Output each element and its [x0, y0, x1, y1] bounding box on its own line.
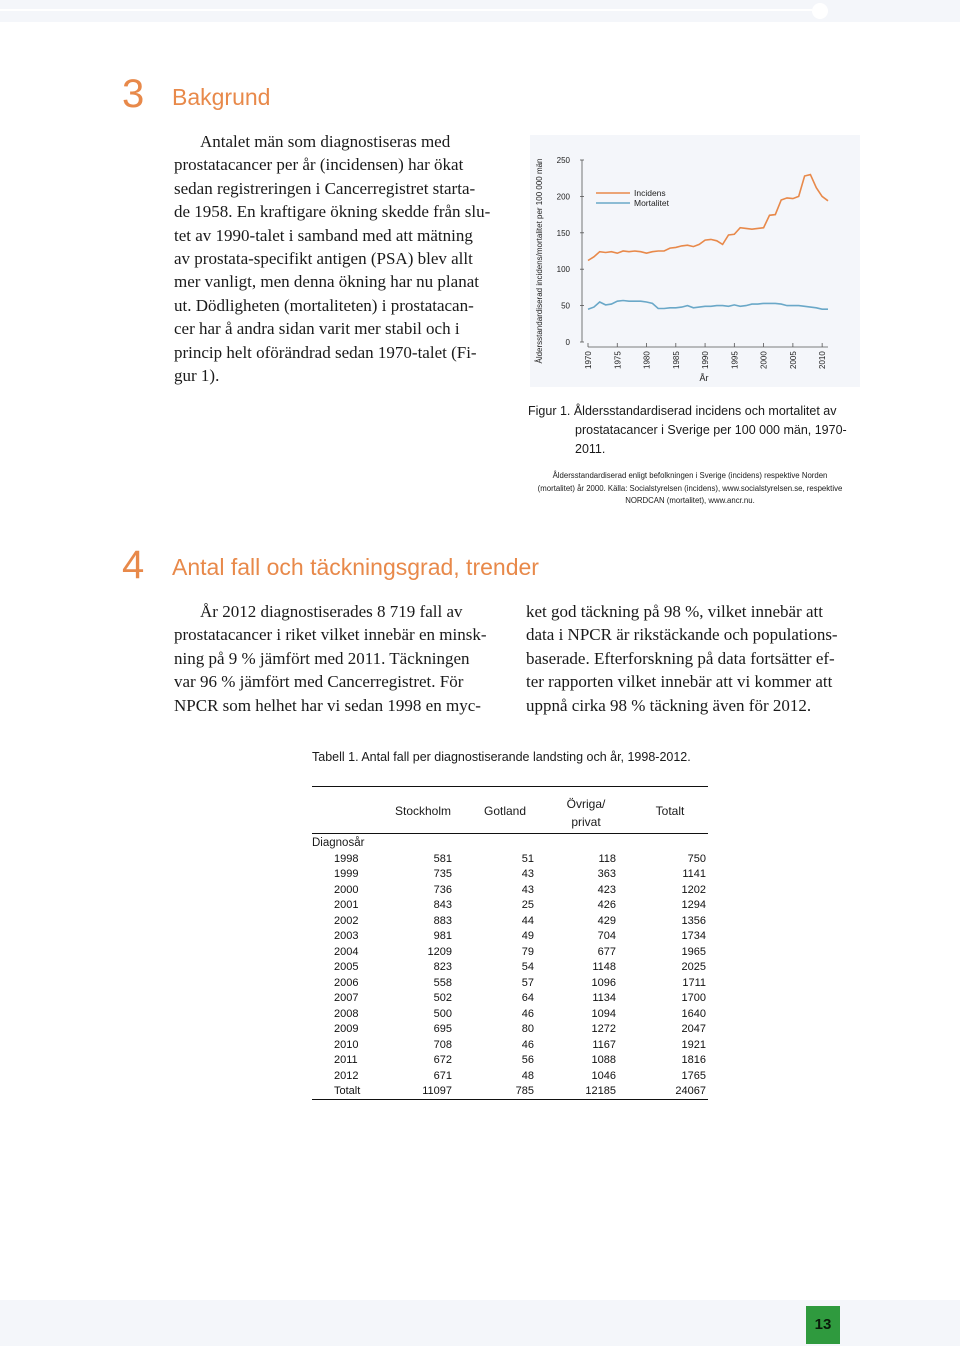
cell-value: 24067	[675, 1085, 706, 1098]
section-3-title: Bakgrund	[172, 84, 271, 110]
table-body	[312, 851, 708, 1099]
cell-value: 581	[433, 852, 452, 865]
cell-year: 2007	[334, 992, 359, 1005]
x-tick-label: 2005	[788, 351, 798, 369]
cell-value: 708	[433, 1038, 452, 1051]
cell-value: 1294	[681, 899, 706, 912]
note-line: NORDCAN (mortalitet), www.ancr.nu.	[625, 496, 755, 505]
legend-label: Mortalitet	[634, 198, 669, 208]
cell-year: 2009	[334, 1023, 359, 1036]
cell-value: 502	[433, 992, 452, 1005]
text-line: ning på 9 % jämfört med 2011. Täckningen	[174, 648, 470, 668]
figure-source-note	[522, 470, 858, 508]
x-axis-label: År	[699, 373, 709, 383]
y-tick-label: 150	[556, 228, 570, 238]
y-tick-label: 100	[556, 265, 570, 275]
table-row	[312, 898, 708, 914]
text-line: var 96 % jämfört med Cancerregistret. För	[174, 672, 464, 692]
text-line: mer vanligt, men denna ökning har nu planat	[174, 272, 479, 292]
cell-value: 1711	[682, 976, 706, 989]
incidence-mortality-chart	[530, 135, 860, 387]
note-line: Åldersstandardiserad enligt befolkningen i Sverige (incidens) respektive Norden	[552, 471, 828, 480]
cell-value: 1088	[591, 1054, 616, 1067]
table-caption: Tabell 1. Antal fall per diagnostiserande landsting och år, 1998-2012.	[312, 750, 691, 764]
mortality-line	[588, 301, 828, 310]
cell-value: 1272	[591, 1023, 616, 1036]
cell-value: 843	[433, 899, 452, 912]
text-line: ket god täckning på 98 %, vilket innebär att	[526, 602, 823, 621]
cell-value: 823	[433, 961, 452, 974]
cell-value: 558	[433, 976, 452, 989]
col-header-line: Övriga/	[566, 797, 606, 811]
cell-value: 1094	[591, 1007, 616, 1020]
data-table	[312, 786, 708, 1100]
row-group-label: Diagnosår	[312, 837, 365, 849]
cell-year: 2002	[334, 914, 359, 927]
table-row	[312, 851, 708, 867]
y-tick-label: 50	[561, 301, 570, 311]
cell-value: 677	[597, 945, 616, 958]
table-row	[312, 1022, 708, 1038]
cell-value: 735	[433, 868, 452, 881]
cell-value: 1167	[592, 1038, 616, 1051]
y-axis-label: Åldersstandardiserad incidens/mortalitet per 100 000 män	[535, 158, 544, 364]
table-row	[312, 913, 708, 929]
table-row	[312, 1084, 708, 1100]
section-3-paragraph	[174, 130, 492, 387]
col-header-totalt: Totalt	[655, 804, 685, 818]
x-tick-label: 1990	[701, 351, 711, 369]
cell-value: 2025	[681, 961, 706, 974]
cell-year: 2001	[334, 899, 359, 912]
table-row	[312, 1037, 708, 1053]
col-header-stockholm: Stockholm	[394, 804, 452, 818]
table-row	[312, 1053, 708, 1069]
cell-value: 1640	[681, 1007, 706, 1020]
text-line: sedan registreringen i Cancerregistret starta-	[174, 178, 476, 198]
text-line: NPCR som helhet har vi sedan 1998 en myc-	[174, 695, 481, 715]
caption-line: 2011.	[575, 442, 606, 456]
text-line: ter rapporten vilket innebär att vi kommer att	[526, 672, 833, 692]
cell-value: 1096	[591, 976, 616, 989]
text-line: baserade. Efterforskning på data fortsätter ef-	[526, 648, 835, 668]
cell-value: 49	[521, 930, 534, 943]
cell-year: 2006	[334, 976, 359, 989]
table-row	[312, 929, 708, 945]
y-tick-label: 200	[556, 192, 570, 202]
section-3-number: 3	[122, 72, 145, 116]
table-row	[312, 1006, 708, 1022]
cell-value: 48	[521, 1069, 534, 1082]
cell-value: 57	[521, 976, 534, 989]
cell-value: 981	[433, 930, 452, 943]
cell-year: 2004	[334, 945, 359, 958]
table-header	[312, 786, 708, 834]
cell-value: 363	[597, 868, 616, 881]
cell-value: 1209	[427, 945, 452, 958]
cell-value: 1202	[681, 883, 706, 896]
section-4-title: Antal fall och täckningsgrad, trender	[172, 554, 539, 580]
cell-value: 1141	[682, 868, 706, 881]
section-4-number: 4	[122, 543, 145, 587]
section-4-left-column	[174, 600, 494, 717]
table-row	[312, 1068, 708, 1084]
col-header-line: privat	[571, 815, 601, 829]
cell-value: 671	[433, 1069, 452, 1082]
text-line: princip helt oförändrad sedan 1970-talet (Fi-	[174, 342, 477, 362]
cell-value: 80	[521, 1023, 534, 1036]
cell-value: 500	[433, 1007, 452, 1020]
cell-value: 54	[521, 961, 534, 974]
x-tick-label: 1985	[671, 351, 681, 369]
text-line: prostatacancer i riket vilket innebär en minsk-	[174, 625, 487, 645]
cell-value: 423	[597, 883, 616, 896]
cell-value: 44	[521, 914, 534, 927]
cell-value: 750	[687, 852, 706, 865]
text-line: Antalet män som diagnostiseras med	[200, 132, 451, 151]
table-row	[312, 960, 708, 976]
cell-year: Totalt	[334, 1085, 361, 1098]
cell-value: 883	[433, 914, 452, 927]
col-header-ovriga	[546, 795, 626, 831]
legend-label: Incidens	[634, 188, 666, 198]
cell-value: 1356	[681, 914, 706, 927]
cell-value: 2047	[681, 1023, 706, 1036]
section-4-right-column	[526, 600, 852, 717]
text-line: av prostata-specifikt antigen (PSA) blev allt	[174, 249, 473, 269]
cell-year: 2000	[334, 883, 359, 896]
cell-value: 51	[521, 852, 534, 865]
cell-value: 43	[521, 868, 534, 881]
cell-year: 2010	[334, 1038, 359, 1051]
cell-value: 1148	[592, 961, 616, 974]
table-row	[312, 882, 708, 898]
cell-value: 736	[433, 883, 452, 896]
text-line: ut. Dödligheten (mortaliteten) i prostatacan-	[174, 295, 474, 315]
cell-value: 1734	[681, 930, 706, 943]
cell-value: 1046	[591, 1069, 616, 1082]
cell-value: 1700	[681, 992, 706, 1005]
cell-value: 64	[521, 992, 534, 1005]
figure-caption	[528, 402, 858, 459]
cell-value: 1765	[681, 1069, 706, 1082]
table-row	[312, 975, 708, 991]
cell-year: 2003	[334, 930, 359, 943]
cell-value: 1816	[681, 1054, 706, 1067]
x-tick-label: 1980	[642, 351, 652, 369]
text-line: cer har å andra sidan varit mer stabil och i	[174, 319, 460, 339]
cell-value: 426	[597, 899, 616, 912]
cell-year: 2012	[334, 1069, 359, 1082]
text-line: gur 1).	[174, 366, 220, 386]
cell-value: 785	[515, 1085, 534, 1098]
cell-value: 46	[521, 1038, 534, 1051]
cell-value: 56	[521, 1054, 534, 1067]
text-line: prostatacancer per år (incidensen) har ökat	[174, 155, 464, 175]
text-line: tet av 1990-talet i samband med att mätning	[174, 225, 473, 245]
table-row	[312, 991, 708, 1007]
table-bottom-rule	[312, 1099, 708, 1100]
top-dot	[812, 3, 828, 19]
col-header-gotland: Gotland	[483, 804, 527, 818]
cell-value: 1921	[681, 1038, 706, 1051]
cell-value: 704	[597, 930, 616, 943]
table-row	[312, 867, 708, 883]
note-line: (mortalitet) år 2000. Källa: Socialstyrelsen (incidens), www.socialstyrelsen.se, respektive	[537, 483, 843, 493]
cell-value: 672	[433, 1054, 452, 1067]
table-row	[312, 944, 708, 960]
caption-line: Figur 1. Åldersstandardiserad incidens och mortalitet av	[528, 404, 837, 418]
text-line: data i NPCR är rikstäckande och populations-	[526, 625, 838, 645]
x-tick-label: 2000	[759, 351, 769, 369]
cell-year: 2011	[334, 1054, 358, 1067]
cell-year: 2008	[334, 1007, 359, 1020]
x-tick-label: 1975	[613, 351, 623, 369]
text-line: de 1958. En kraftigare ökning skedde från slu-	[174, 202, 491, 222]
cell-value: 695	[433, 1023, 452, 1036]
cell-value: 1134	[592, 992, 616, 1005]
x-tick-label: 2010	[818, 351, 828, 369]
cell-value: 12185	[585, 1085, 616, 1098]
cell-year: 2005	[334, 961, 359, 974]
cell-value: 11097	[422, 1085, 452, 1098]
text-line: uppnå cirka 98 % täckning även för 2012.	[526, 695, 812, 715]
y-tick-label: 0	[565, 338, 570, 347]
top-rule	[0, 9, 812, 11]
cell-value: 25	[521, 899, 534, 912]
cell-year: 1998	[334, 852, 359, 865]
cell-value: 46	[521, 1007, 534, 1020]
y-tick-label: 250	[556, 156, 570, 165]
cell-value: 1965	[681, 945, 706, 958]
cell-value: 429	[597, 914, 616, 927]
x-tick-label: 1995	[730, 351, 740, 369]
page-number: 13	[806, 1306, 840, 1344]
text-line: År 2012 diagnostiserades 8 719 fall av	[200, 602, 463, 621]
cell-value: 118	[598, 852, 616, 865]
caption-line: prostatacancer i Sverige per 100 000 män, 1970-	[575, 423, 847, 437]
cell-year: 1999	[334, 868, 359, 881]
x-tick-label: 1970	[584, 351, 593, 369]
cell-value: 43	[521, 883, 534, 896]
cell-value: 79	[521, 945, 534, 958]
incidence-line	[588, 175, 828, 261]
